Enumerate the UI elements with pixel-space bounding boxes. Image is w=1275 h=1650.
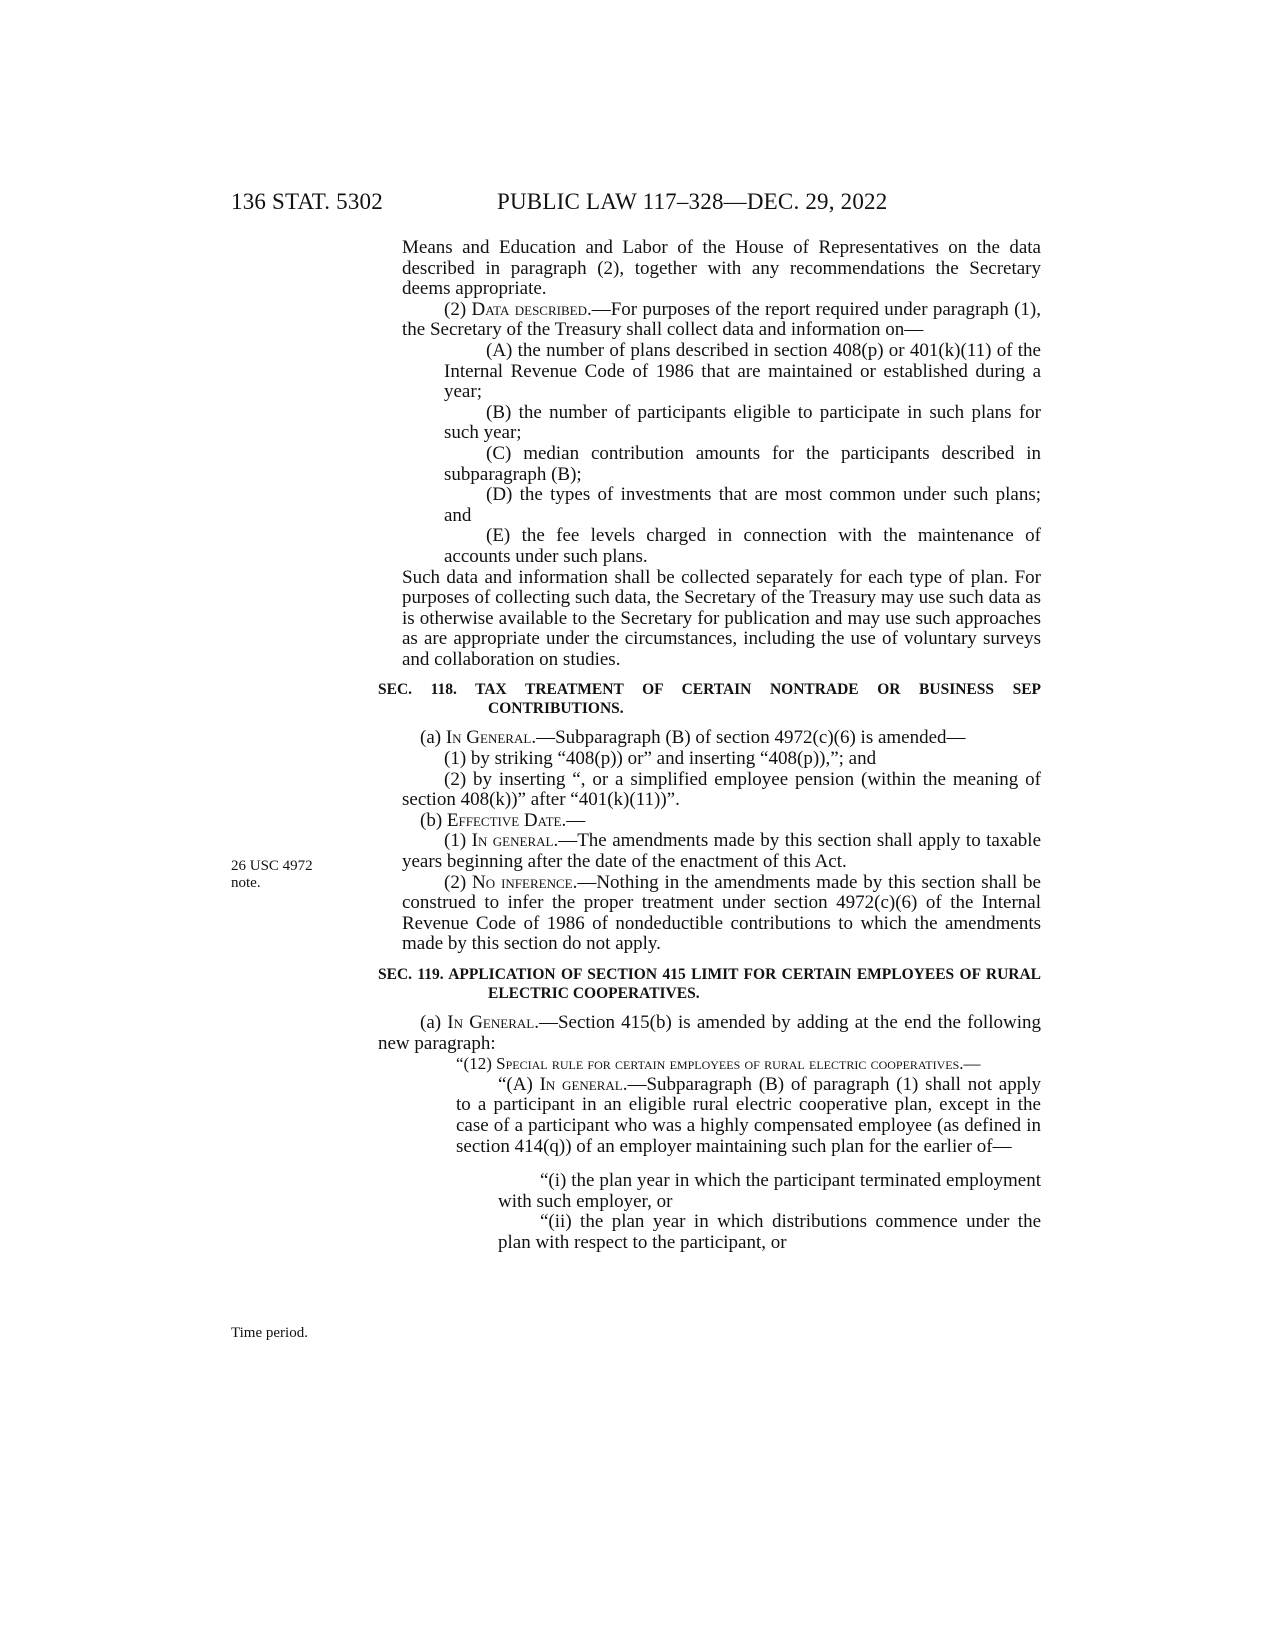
item-a: (A) the number of plans described in section 408(p) or 401(k)(11) of the Internal Revenue Code of 1986 that are maintained or established during a year;	[444, 339, 1041, 403]
s118-b-2	[402, 873, 1041, 955]
paragraph-12	[444, 1054, 1041, 1253]
section-119-heading: SEC. 119. APPLICATION OF SECTION 415 LIMIT FOR CERTAIN EMPLOYEES OF RURAL ELECTRIC COOPERATIVES.	[378, 966, 1041, 1002]
s118-b1-text: .—The amendments made by this section shall apply to taxable years beginning after the date of the enactment of this Act.	[402, 830, 1042, 873]
paragraph-2-heading: ata described	[485, 298, 587, 320]
continued-paragraph: Means and Education and Labor of the House of Representatives on the data described in paragraph (2), together with any recommendations the Secretary deems appropriate.	[402, 237, 1041, 300]
s118-a-text: .—Subparagraph (B) of section 4972(c)(6) is amended—	[531, 727, 966, 749]
subparagraph-a	[456, 1075, 1041, 1157]
p12-heading: pecial rule for certain employees of rural electric cooperatives	[505, 1054, 960, 1074]
item-d: (D) the types of investments that are most common under such plans; and	[444, 484, 1041, 526]
clause-list	[498, 1171, 1041, 1253]
s119-a-heading: n General	[453, 1012, 535, 1033]
s119-a-label: (a) I	[420, 1012, 454, 1033]
continued-block	[402, 238, 1041, 670]
margin-note-usc	[231, 858, 313, 892]
flush-paragraph: Such data and information shall be collected separately for each type of plan. For purposes of collecting such data, the Secretary of the Treasury may use such data as is otherwise available to the Secretary for publication and may use such approaches as are appropriate under the circumstances, including the use of voluntary surveys and collaboration on studies.	[402, 566, 1041, 670]
s118-b-label: (b) E	[420, 809, 459, 831]
s118-a-heading: n General	[452, 727, 532, 749]
s118-b-heading: ffective Date	[458, 809, 562, 831]
s118-a-2: (2) by inserting “, or a simplified employee pension (within the meaning of section 408(k))” after “401(k)(11))”.	[402, 768, 1041, 811]
item-e: (E) the fee levels charged in connection with the maintenance of accounts under such plans.	[444, 525, 1041, 567]
page-title: PUBLIC LAW 117–328—DEC. 29, 2022	[497, 189, 888, 214]
s119-a-text: .—Section 415(b) is amended by adding at the end the following new paragraph:	[378, 1012, 1041, 1054]
item-c: (C) median contribution amounts for the participants described in subparagraph (B);	[444, 442, 1041, 485]
p12a-text: .—Subparagraph (B) of paragraph (1) shall not apply to a participant in an eligible rural electric cooperative plan, except in the case of a participant who was a highly compensated employee (as defined in section 414(q)) of an employer maintaining such plan for the earlier of—	[456, 1073, 1041, 1157]
p12-label: “(12) S	[456, 1054, 506, 1074]
s118-subsection-a	[378, 728, 1041, 749]
document-body	[378, 238, 1041, 1254]
s118-subsection-b	[402, 811, 1041, 832]
s118-a-paragraphs	[402, 749, 1041, 955]
p12-text: .—	[959, 1054, 981, 1074]
p12a-heading: n general	[545, 1073, 623, 1095]
margin-note-usc-line1: 26 USC 4972	[231, 858, 313, 874]
s118-a-1: (1) by striking “408(p)) or” and inserting “408(p)),”; and	[444, 748, 877, 770]
clause-ii: “(ii) the plan year in which distributions commence under the plan with respect to the participant, or	[498, 1211, 1041, 1253]
s118-b1-label: (1) I	[444, 830, 478, 852]
subparagraph-a-block	[456, 1075, 1041, 1254]
s119-subsection-a	[378, 1013, 1041, 1054]
paragraph-2-text: .—For purposes of the report required under paragraph (1), the Secretary of the Treasury shall collect data and information on—	[402, 298, 1041, 341]
clause-i: “(i) the plan year in which the participant terminated employment with such employer, or	[498, 1170, 1041, 1212]
section-118-heading: SEC. 118. TAX TREATMENT OF CERTAIN NONTRADE OR BUSINESS SEP CONTRIBUTIONS.	[378, 681, 1041, 718]
margin-note-time-period: Time period.	[231, 1325, 308, 1341]
paragraph-2-label: (2) D	[444, 298, 486, 320]
paragraph-2	[402, 300, 1041, 341]
s118-b-text: .—	[561, 809, 586, 831]
p12a-label: “(A) I	[498, 1073, 546, 1095]
s118-b-1	[402, 831, 1041, 872]
item-list	[444, 341, 1041, 568]
stat-reference: 136 STAT. 5302	[231, 189, 383, 214]
s118-b2-text: .—Nothing in the amendments made by this section shall be construed to infer the proper treatment under section 4972(c)(6) of the Internal Revenue Code of 1986 of nondeductible contributions to which the amendments made by this section do not apply.	[402, 871, 1041, 955]
s118-b1-heading: n general	[477, 830, 554, 852]
s118-b2-heading: o inference	[485, 871, 573, 893]
paragraph-12-head	[444, 1054, 1041, 1075]
s118-a-label: (a) I	[420, 727, 453, 749]
s118-b2-label: (2) N	[444, 871, 486, 893]
item-b: (B) the number of participants eligible to participate in such plans for such year;	[444, 401, 1041, 444]
margin-note-usc-line2: note.	[231, 875, 261, 891]
